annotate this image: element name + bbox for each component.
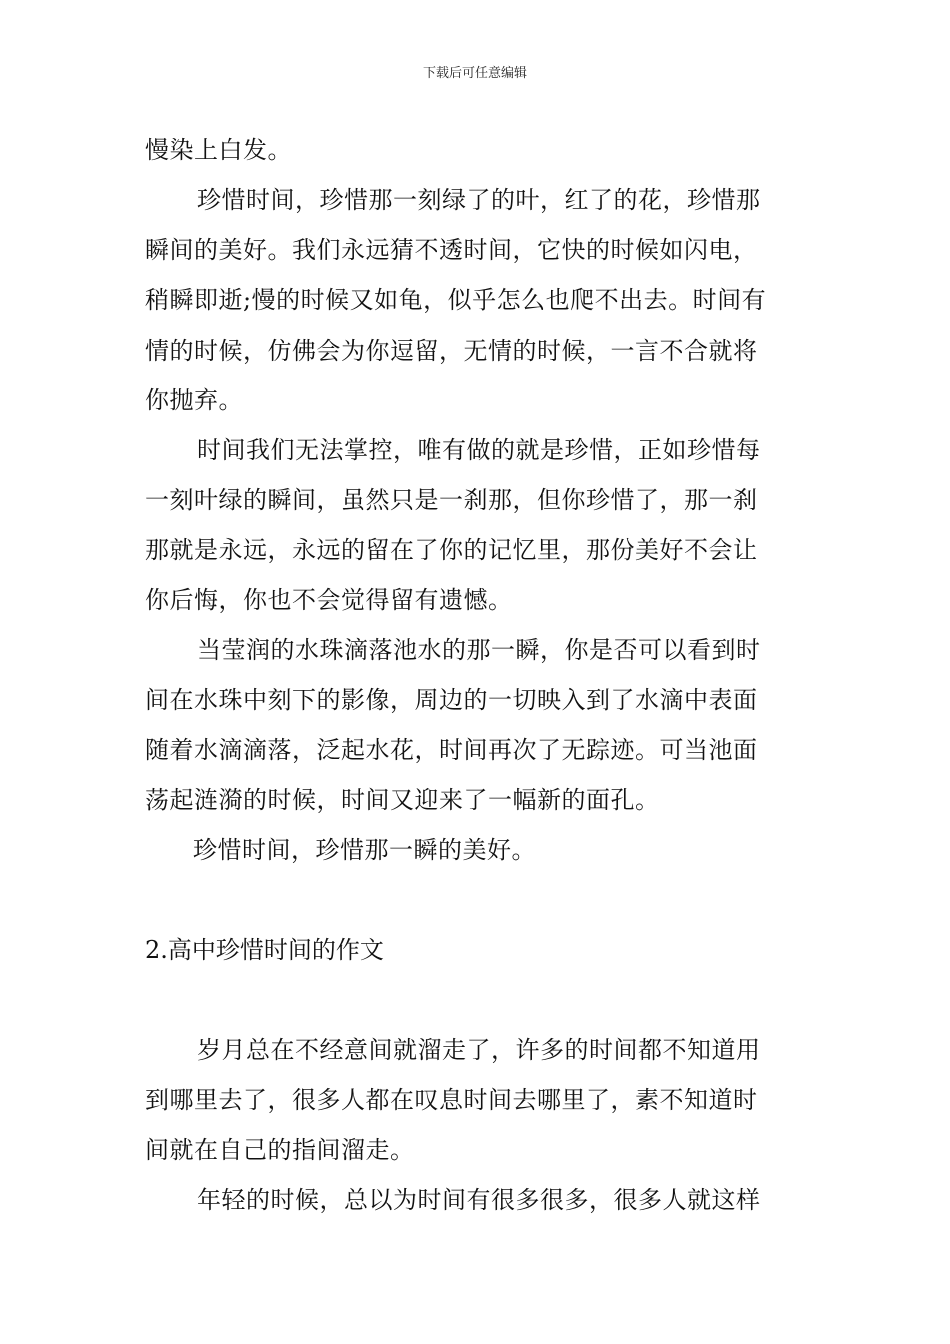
section-heading: 2.高中珍惜时间的作文	[145, 936, 384, 964]
text-line: 当莹润的水珠滴落池水的那一瞬，你是否可以看到时	[197, 636, 761, 664]
text-line: 到哪里去了，很多人都在叹息时间去哪里了，素不知道时	[145, 1086, 758, 1114]
text-line: 间在水珠中刻下的影像，周边的一切映入到了水滴中表面	[145, 686, 758, 714]
text-line: 你抛弃。	[145, 386, 243, 414]
text-line: 瞬间的美好。我们永远猜不透时间，它快的时候如闪电，	[145, 236, 758, 264]
text-line: 荡起涟漪的时候，时间又迎来了一幅新的面孔。	[145, 786, 660, 814]
text-line: 珍惜时间，珍惜那一刻绿了的叶，红了的花，珍惜那	[197, 186, 761, 214]
text-line: 一刻叶绿的瞬间，虽然只是一刹那，但你珍惜了，那一刹	[145, 486, 758, 514]
text-line: 随着水滴滴落，泛起水花，时间再次了无踪迹。可当池面	[145, 736, 758, 764]
text-line: 岁月总在不经意间就溜走了，许多的时间都不知道用	[197, 1036, 761, 1064]
text-line: 慢染上白发。	[145, 136, 292, 164]
text-line: 珍惜时间，珍惜那一瞬的美好。	[193, 836, 536, 864]
text-line: 那就是永远，永远的留在了你的记忆里，那份美好不会让	[145, 536, 758, 564]
text-line: 你后悔，你也不会觉得留有遗憾。	[145, 586, 513, 614]
page-header: 下载后可任意编辑	[422, 66, 527, 81]
text-line: 间就在自己的指间溜走。	[145, 1136, 415, 1164]
text-line: 年轻的时候，总以为时间有很多很多，很多人就这样	[197, 1186, 761, 1214]
text-line: 稍瞬即逝;慢的时候又如龟，似乎怎么也爬不出去。时间有	[145, 286, 767, 314]
text-line: 情的时候，仿佛会为你逗留，无情的时候，一言不合就将	[145, 337, 758, 365]
text-line: 时间我们无法掌控，唯有做的就是珍惜，正如珍惜每	[197, 436, 761, 464]
